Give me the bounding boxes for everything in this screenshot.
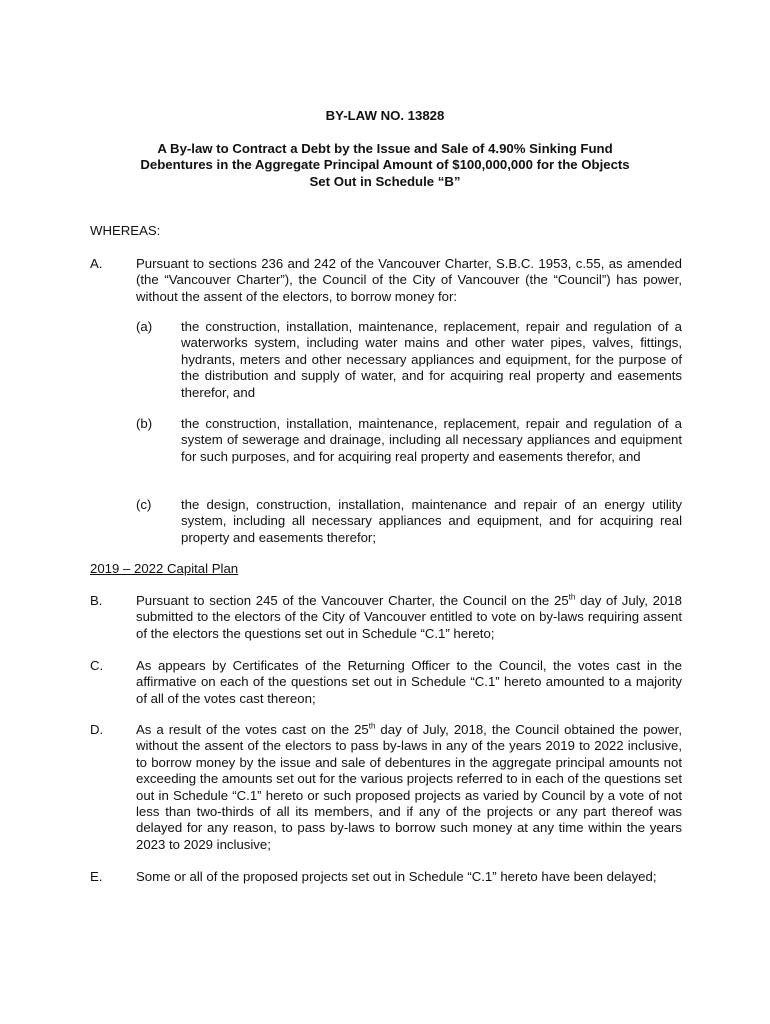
recital-c xyxy=(90,658,682,708)
recital-d-text xyxy=(136,722,682,853)
bylaw-number: BY-LAW NO. 13828 xyxy=(325,108,445,123)
recital-c-text: As appears by Certificates of the Returning Officer to the Council, the votes cast in the affirmative on each of the questions set out in Schedule “C.1” hereto amounted to a majority of all of the votes cast thereon; xyxy=(136,658,682,706)
recital-a xyxy=(90,256,682,306)
capital-plan-heading: 2019 – 2022 Capital Plan xyxy=(90,561,239,576)
recital-b-text-start: Pursuant to section 245 of the Vancouver Charter, the Council on the 25 xyxy=(136,593,569,608)
recital-d-label: D. xyxy=(90,722,104,737)
item-c-text: the design, construction, installation, maintenance and repair of an energy utility system, including all necessary appliances and equipment, and for acquiring real property and easements therefor; xyxy=(181,497,682,545)
recital-a-label: A. xyxy=(90,256,103,271)
recital-b xyxy=(90,593,682,643)
recital-d-superscript: th xyxy=(368,721,376,731)
recital-a-text: Pursuant to sections 236 and 242 of the Vancouver Charter, S.B.C. 1953, c.55, as amended (the “Vancouver Charter”), the Council of the City of Vancouver (the “Council”) has power, without the assent of the electors, to borrow money for: xyxy=(136,256,682,304)
item-a xyxy=(136,319,682,401)
item-b-label: (b) xyxy=(136,416,153,431)
recital-b-label: B. xyxy=(90,593,103,608)
item-b-text: the construction, installation, maintenance, replacement, repair and regulation of a system of sewerage and drainage, including all necessary appliances and equipment for such purposes, and for acquiring real property and easements therefor, and xyxy=(181,416,682,464)
recital-e xyxy=(90,869,682,887)
whereas-heading: WHEREAS: xyxy=(90,223,161,238)
recital-b-superscript: th xyxy=(568,592,576,602)
item-a-text: the construction, installation, maintenance, replacement, repair and regulation of a waterworks system, including water mains and other water pipes, valves, fittings, hydrants, meters and other necessary appliances and equipment, for the purpose of the distribution and supply of water, and for acquiring real property and easements therefor, and xyxy=(181,319,682,400)
item-c-label: (c) xyxy=(136,497,152,512)
recital-d-text-start: As a result of the votes cast on the 25 xyxy=(136,722,369,737)
bylaw-title: A By-law to Contract a Debt by the Issue and Sale of 4.90% Sinking Fund Debentures in the Aggregate Principal Amount of $100,000,000 for the Objects Set Out in Schedule “B” xyxy=(140,141,630,189)
item-a-label: (a) xyxy=(136,319,153,334)
recital-e-text: Some or all of the proposed projects set out in Schedule “C.1” hereto have been delayed; xyxy=(136,869,657,884)
recital-d xyxy=(90,722,682,854)
recital-d-text-end: day of July, 2018, the Council obtained the power, without the assent of the electors to pass by-laws in any of the years 2019 to 2022 inclusive, to borrow money by the issue and sale of debentures in the aggregate principal amounts not exceeding the amounts set out for the various projects referred to in each of the questions set out in Schedule “C.1” hereto or such proposed projects as varied by Council by a vote of not less than two-thirds of all its members, and if any of the projects or any part thereof was delayed for any reason, to pass by-laws to borrow such money at any time within the years 2023 to 2029 inclusive; xyxy=(136,722,682,852)
recital-c-label: C. xyxy=(90,658,104,673)
recital-b-text xyxy=(136,593,682,642)
item-c xyxy=(136,497,682,547)
recital-b-text-end: day of July, 2018 submitted to the electors of the City of Vancouver entitled to vote on by-laws requiring assent of the electors the questions set out in Schedule “C.1” hereto; xyxy=(136,593,682,641)
recital-e-label: E. xyxy=(90,869,103,884)
item-b xyxy=(136,416,682,482)
